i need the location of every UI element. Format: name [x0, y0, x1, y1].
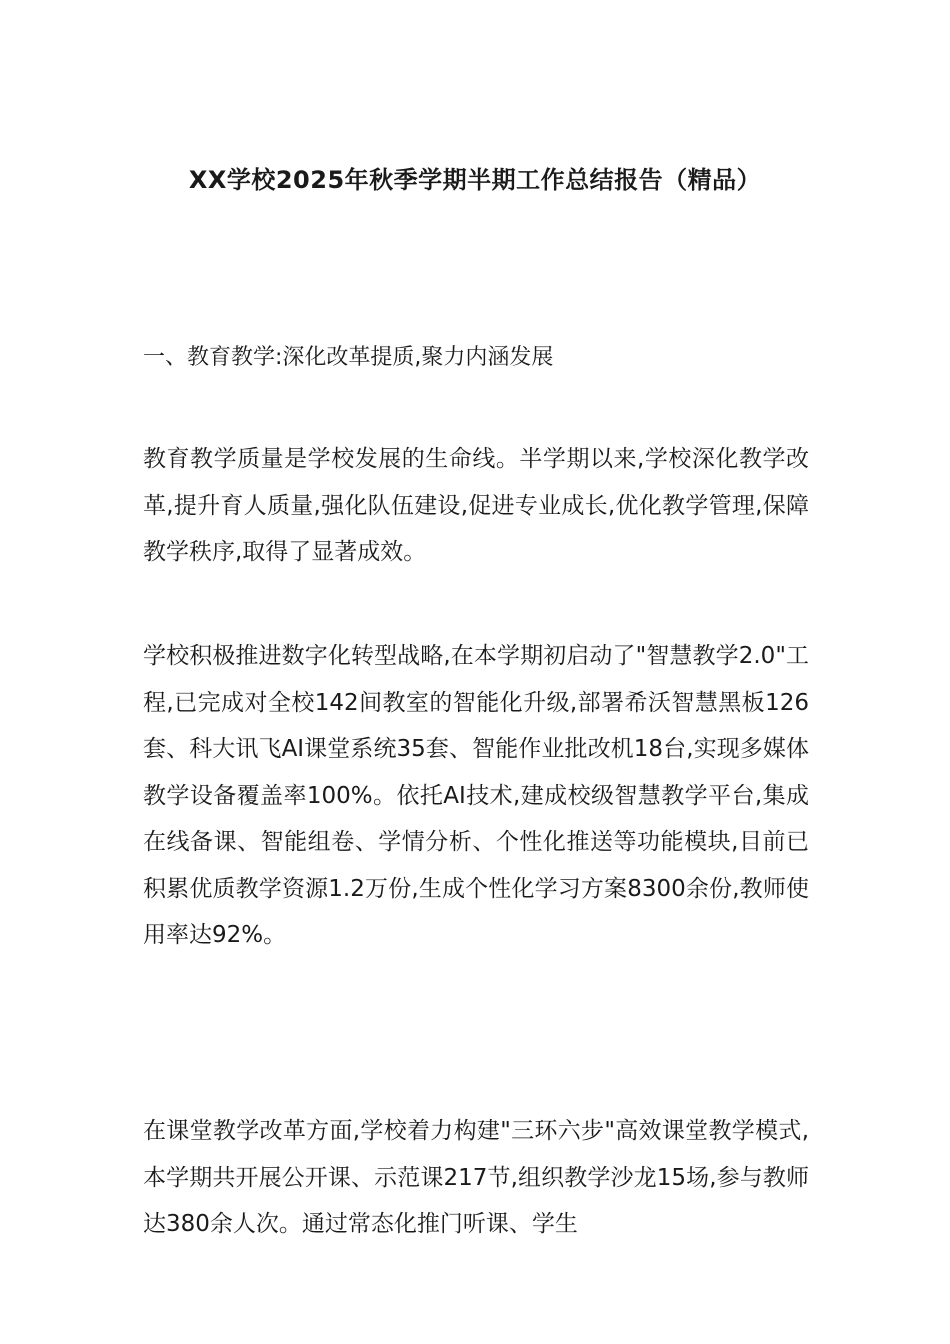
- paragraph-digital-transformation: 学校积极推进数字化转型战略,在本学期初启动了"智慧教学2.0"工程,已完成对全校142间教室的智能化升级,部署希沃智慧黑板126套、科大讯飞AI课堂系统35套、智能作业批改机18台,实现多媒体教学设备覆盖率100%。依托AI技术,建成校级智慧教学平台,集成在线备课、智能组卷、学情分析、个性化推送等功能模块,目前已积累优质教学资源1.2万份,生成个性化学习方案8300余份,教师使用率达92%。: [143, 643, 809, 948]
- section-heading: 一、教育教学:深化改革提质,聚力内涵发展: [143, 345, 554, 370]
- document-title: XX学校2025年秋季学期半期工作总结报告（精品）: [188, 166, 762, 194]
- paragraph-classroom-reform: 在课堂教学改革方面,学校着力构建"三环六步"高效课堂教学模式,本学期共开展公开课、示范课217节,组织教学沙龙15场,参与教师达380余人次。通过常态化推门听课、学生: [143, 1118, 809, 1237]
- paragraph-intro: 教育教学质量是学校发展的生命线。半学期以来,学校深化教学改革,提升育人质量,强化队伍建设,促进专业成长,优化教学管理,保障教学秩序,取得了显著成效。: [143, 446, 809, 565]
